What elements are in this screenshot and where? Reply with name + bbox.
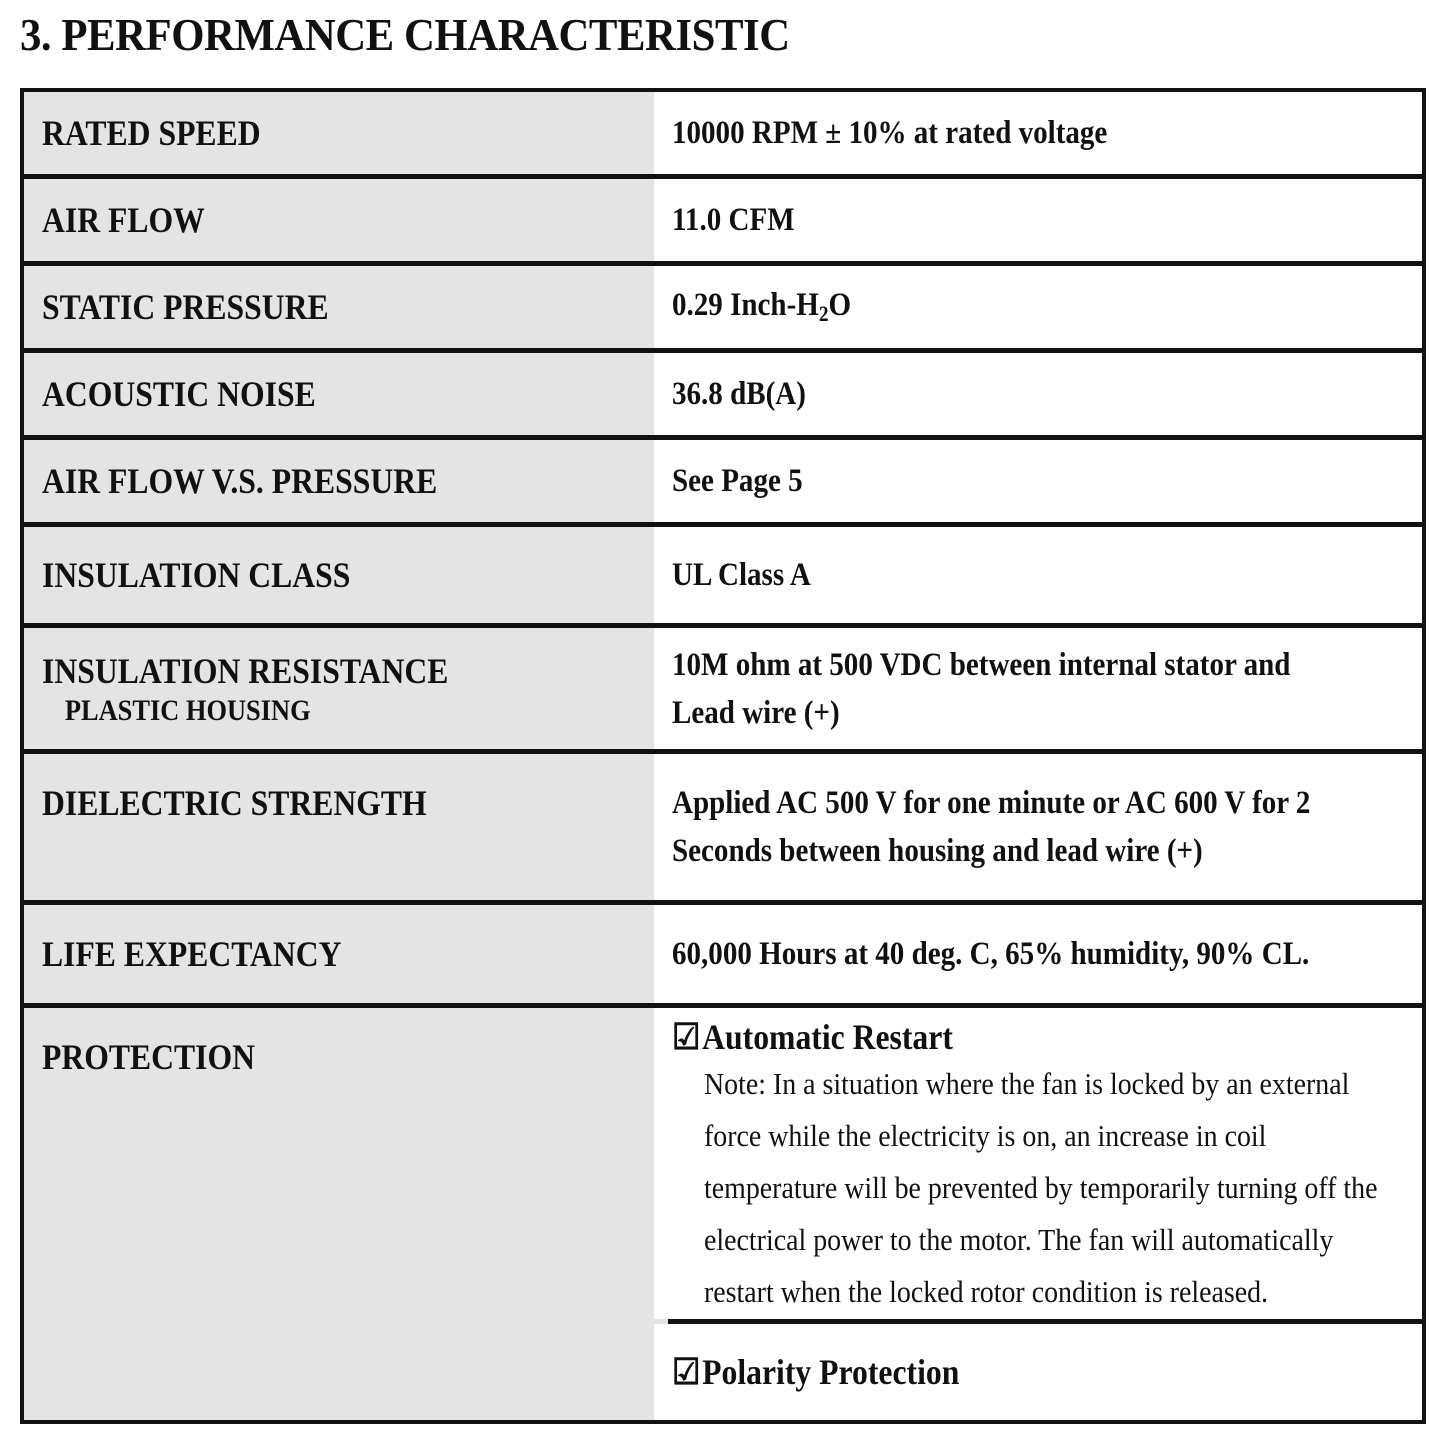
row-label-rated-speed: RATED SPEED	[24, 92, 668, 174]
row-label-life-expectancy: LIFE EXPECTANCY	[24, 905, 668, 1003]
row-value-rated-speed: 10000 RPM ± 10% at rated voltage	[654, 92, 1422, 174]
row-value-dielectric-strength: Applied AC 500 V for one minute or AC 600 V for 2 Seconds between housing and lead wire (+)	[654, 754, 1422, 900]
row-value-life-expectancy: 60,000 Hours at 40 deg. C, 65% humidity, 90% CL.	[654, 905, 1422, 1003]
performance-table	[20, 88, 1426, 1424]
row-label-dielectric-strength: DIELECTRIC STRENGTH	[24, 754, 668, 900]
row-label-static-pressure: STATIC PRESSURE	[24, 266, 668, 348]
row-value-insulation-class: UL Class A	[654, 527, 1422, 623]
row-value-static-pressure: 0.29 Inch-H2O	[654, 266, 1422, 348]
protection-item-polarity-protection	[654, 1324, 1422, 1420]
row-value-airflow-vs-pressure: See Page 5	[654, 440, 1422, 522]
automatic-restart-title: ☑Automatic Restart	[672, 1017, 953, 1057]
checked-box-icon: ☑	[672, 1352, 701, 1392]
protection-item-automatic-restart	[654, 1008, 1422, 1319]
row-sublabel-plastic-housing: PLASTIC HOUSING	[64, 693, 311, 727]
row-value-insulation-resistance: 10M ohm at 500 VDC between internal stator and Lead wire (+)	[654, 628, 1422, 749]
row-value-acoustic-noise: 36.8 dB(A)	[654, 353, 1422, 435]
row-value-air-flow: 11.0 CFM	[654, 179, 1422, 261]
section-title: 3. PERFORMANCE CHARACTERISTIC	[20, 9, 790, 60]
polarity-protection-title: ☑Polarity Protection	[672, 1352, 960, 1392]
row-label-protection: PROTECTION	[24, 1008, 668, 1420]
row-label-insulation-resistance: INSULATION RESISTANCE PLASTIC HOUSING	[24, 628, 668, 749]
automatic-restart-note: Note: In a situation where the fan is locked by an external force while the electricity is on, an increase in coil temperature will be prevented by temporarily turning off the electrical power to the motor. The fan will automatically restart when the locked rotor condition is released.	[704, 1066, 1378, 1309]
row-label-insulation-class: INSULATION CLASS	[24, 527, 668, 623]
row-label-air-flow: AIR FLOW	[24, 179, 668, 261]
row-label-airflow-vs-pressure: AIR FLOW V.S. PRESSURE	[24, 440, 668, 522]
row-label-acoustic-noise: ACOUSTIC NOISE	[24, 353, 668, 435]
checked-box-icon: ☑	[672, 1017, 701, 1057]
